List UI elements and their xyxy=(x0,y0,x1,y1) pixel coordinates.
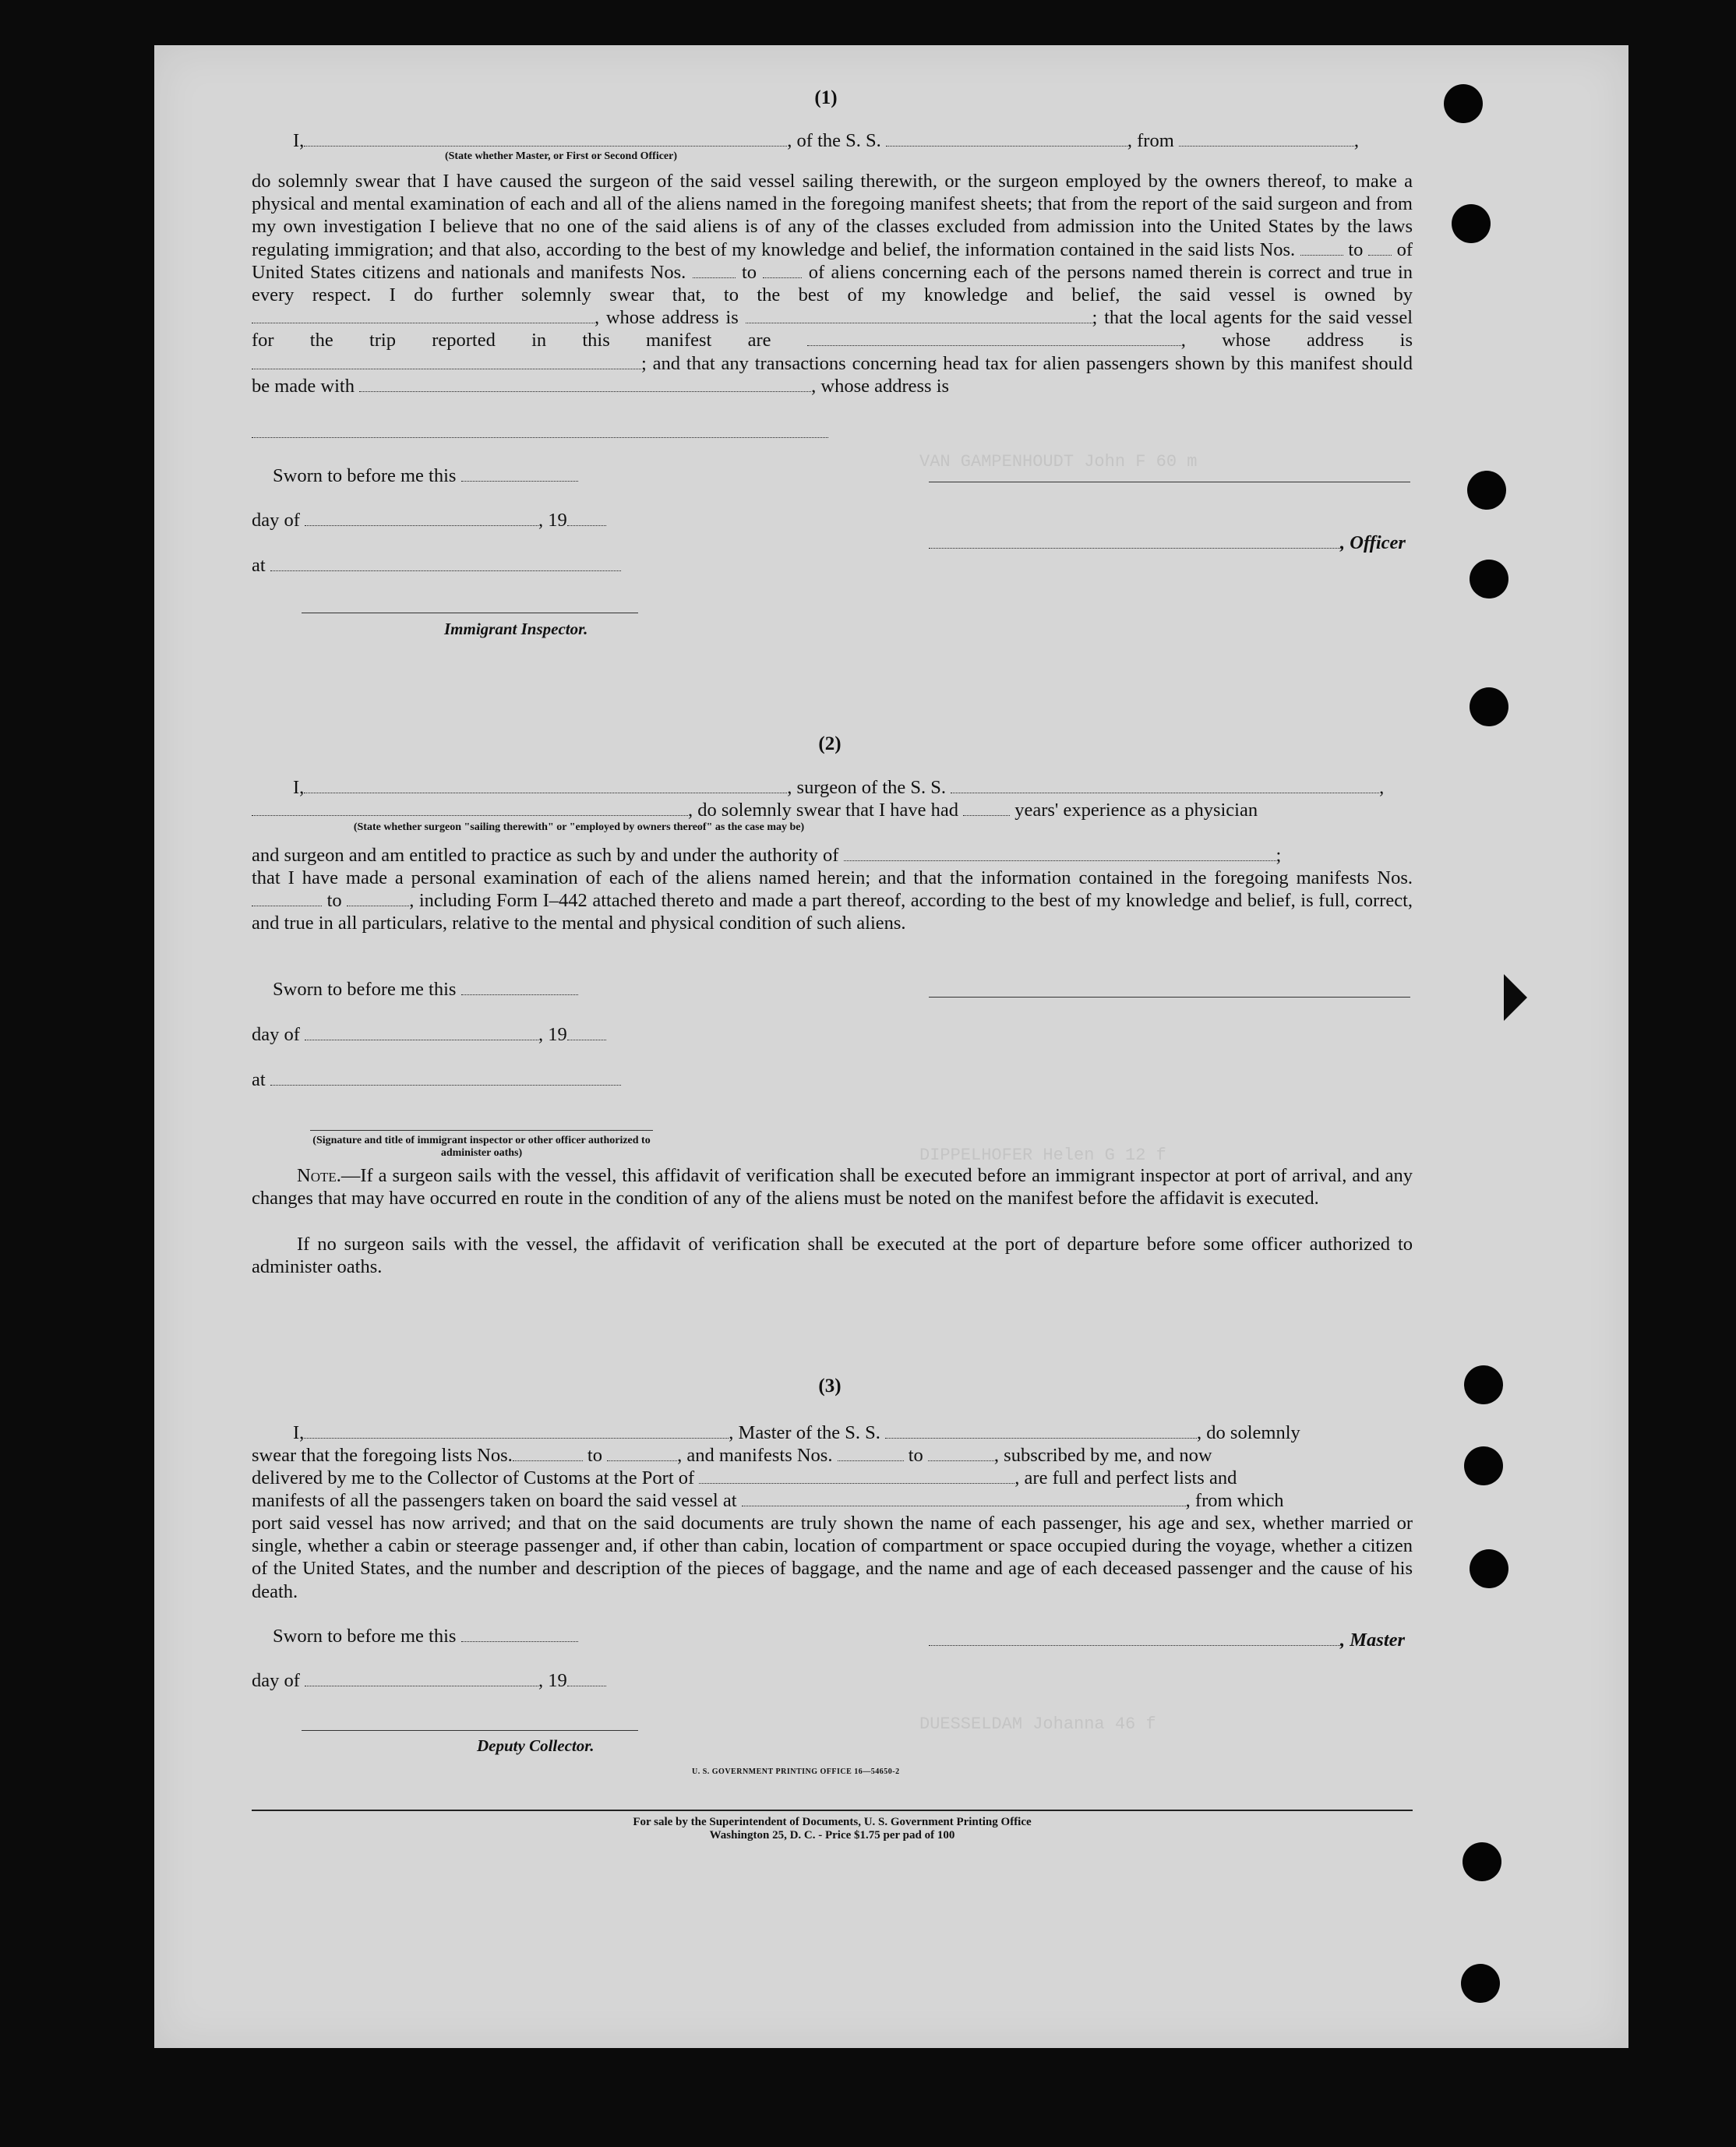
note-paragraph: Note.—If a surgeon sails with the vessel, this affidavit of verification shall be executed before an immigrant inspector at port of arrival, and any changes that may have occurred en route in the condition of any of the aliens must be noted on the manifest before the affidavit is executed. xyxy=(252,1165,1413,1209)
signature-title-note: (Signature and title of immigrant inspector or other officer authorized to administer oaths) xyxy=(312,1135,651,1159)
section3-oath-paragraph: port said vessel has now arrived; and that on the said documents are truly shown the name of each passenger, his age and sex, whether married or single, whether a cabin or steerage passenger and, if other than cabin, location of compartment or space occupied during the voyage, whether a citizen of the United States, and the number and description of the pieces of baggage, and the name and age of each deceased passenger and the cause of his death. xyxy=(252,1513,1413,1602)
section3-line-1: I, , Master of the S. S. , do solemnly xyxy=(293,1422,1300,1443)
section3-line-3: delivered by me to the Collector of Customs at the Port of , are full and perfect lists and xyxy=(252,1467,1237,1488)
section1-officer-line: , Officer xyxy=(929,531,1406,554)
master-officer-note: (State whether Master, or First or Second Officer) xyxy=(444,150,678,162)
torn-corner xyxy=(1504,974,1527,1021)
section-number-1: (1) xyxy=(814,87,838,108)
bleed-through-text: DIPPELHOFER Helen G 12 f xyxy=(919,1146,1166,1165)
punch-hole xyxy=(1464,1365,1503,1404)
section-number-3: (3) xyxy=(818,1375,842,1397)
section3-master-line: , Master xyxy=(929,1629,1405,1651)
immigrant-inspector-label: Immigrant Inspector. xyxy=(444,620,588,638)
section3-line-4: manifests of all the passengers taken on board the said vessel at , from which xyxy=(252,1490,1284,1511)
section2-signature-line xyxy=(310,1130,653,1131)
punch-hole xyxy=(1463,1842,1501,1881)
section3-sworn: Sworn to before me this xyxy=(273,1625,578,1647)
section3-line-2: swear that the foregoing lists Nos. to , and manifests Nos. to , subscribed by me, and now xyxy=(252,1445,1212,1466)
section1-oath-paragraph: do solemnly swear that I have caused the surgeon of the said vessel sailing therewith, or the surgeon employed by the owners thereof, to make a physical and mental examination of each and all of the aliens named in the foregoing manifest sheets; that from the report of the said surgeon and from my own investigation I believe that no one of the said aliens is of any of the classes excluded from admission into the United States by the laws regulating immigration; and that also, according to the best of my knowledge and belief, the information contained in the said lists Nos. to of United States citizens and nationals and manifests Nos. to of aliens concerning each of the persons named therein is correct and true in every respect. I do further solemnly swear that, to the best of my knowledge and belief, the said vessel is owned by , whose address is ; that the local agents for the said vessel for the trip reported in this manifest are , whose address is ; and that any transactions concerning head tax for alien passengers shown by this manifest should be made with , whose address is xyxy=(252,171,1413,397)
sale-footer-line-2: Washington 25, D. C. - Price $1.75 per pad of 100 xyxy=(709,1829,955,1842)
section2-line-1: I, , surgeon of the S. S. , xyxy=(293,777,1385,798)
deputy-collector-label: Deputy Collector. xyxy=(477,1736,595,1755)
punch-hole xyxy=(1470,1549,1508,1588)
section1-line-1: I, , of the S. S. , from , xyxy=(293,130,1360,151)
printing-office-code: U. S. GOVERNMENT PRINTING OFFICE 16—54650-2 xyxy=(692,1767,900,1776)
note-paragraph-2: If no surgeon sails with the vessel, the affidavit of verification shall be executed at the port of departure before some officer authorized to administer oaths. xyxy=(252,1234,1413,1278)
section2-day-of: day of , 19 xyxy=(252,1023,606,1046)
section1-at: at xyxy=(252,554,621,577)
section2-line-2: , do solemnly swear that I have had years' experience as a physician xyxy=(252,799,1258,821)
section-number-2: (2) xyxy=(818,733,842,754)
section2-authority: and surgeon and am entitled to practice as such by and under the authority of ; xyxy=(252,845,1282,866)
punch-hole xyxy=(1452,204,1491,243)
bleed-through-text: DUESSELDAM Johanna 46 f xyxy=(919,1714,1156,1734)
punch-hole xyxy=(1467,471,1506,510)
section2-surgeon-signature-line xyxy=(929,997,1410,998)
section1-address-line xyxy=(252,421,828,443)
deputy-collector-signature-line xyxy=(302,1730,638,1731)
section2-at: at xyxy=(252,1068,621,1091)
section2-oath-paragraph: that I have made a personal examination of each of the aliens named herein; and that the information contained in the foregoing manifests Nos. to , including Form I–442 attached thereto and made a part thereof, according to the best of my knowledge and belief, is full, correct, and true in all particulars, relative to the mental and physical condition of such aliens. xyxy=(252,867,1413,934)
sale-footer xyxy=(252,1816,1413,1842)
punch-hole xyxy=(1464,1446,1503,1485)
section1-sworn: Sworn to before me this xyxy=(273,464,578,487)
punch-hole xyxy=(1470,687,1508,726)
footer-rule xyxy=(252,1810,1413,1811)
surgeon-type-note: (State whether surgeon "sailing therewith" or "employed by owners thereof" as the case may be) xyxy=(353,821,805,833)
punch-hole xyxy=(1444,84,1483,123)
punch-hole xyxy=(1470,560,1508,599)
sale-footer-line-1: For sale by the Superintendent of Documents, U. S. Government Printing Office xyxy=(633,1816,1032,1828)
section3-day-of: day of , 19 xyxy=(252,1669,606,1692)
punch-hole xyxy=(1461,1964,1500,2003)
section2-sworn: Sworn to before me this xyxy=(273,978,578,1001)
bleed-through-text: VAN GAMPENHOUDT John F 60 m xyxy=(919,452,1198,471)
section1-day-of: day of , 19 xyxy=(252,509,606,531)
